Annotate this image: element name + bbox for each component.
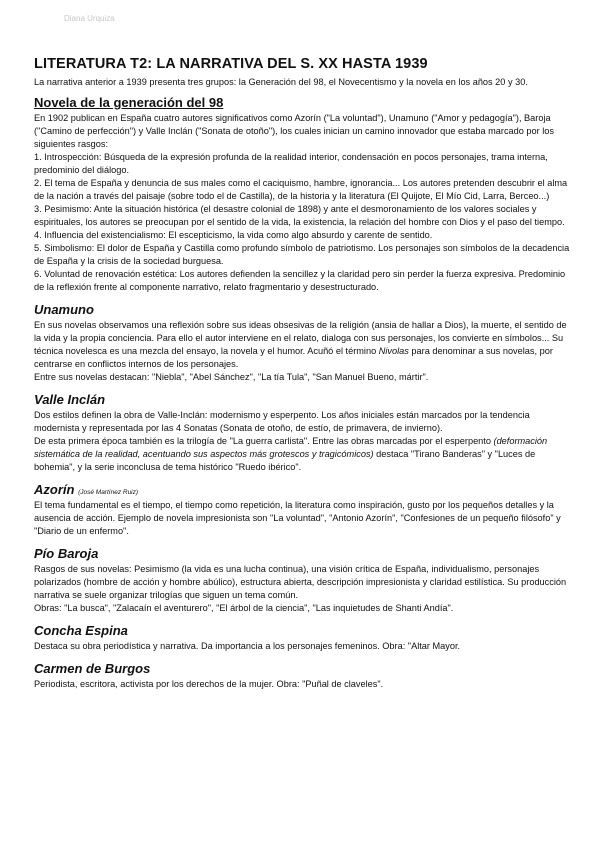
document-page xyxy=(34,56,574,691)
g98-item-6: 6. Voluntad de renovación estética: Los autores defienden la sencillez y la claridad pero sin perder la fuerza expresiva. Predominio de la reflexión frente al componente narrativo, relato fragmentario y desestructurado. xyxy=(34,269,566,292)
intro-paragraph: La narrativa anterior a 1939 presenta tres grupos: la Generación del 98, el Novecentismo y la novela en los años 20 y 30. xyxy=(34,77,528,87)
section-heading-azorin xyxy=(34,482,574,497)
esperpento-definition: (deformación sistemática de la realidad, acentuando sus aspectos más grotescos y tragicómicos) xyxy=(34,436,548,459)
page-title: LITERATURA T2: LA NARRATIVA DEL S. XX HASTA 1939 xyxy=(34,56,428,72)
section-heading-g98: Novela de la generación del 98 xyxy=(34,95,224,110)
valle-paragraph-2 xyxy=(34,435,574,474)
azorin-paragraph: El tema fundamental es el tiempo, el tiempo como repetición, la literatura como inspiración, gusto por los pequeños detalles y la ausencia de acción. Ejemplo de novela impresionista son "La voluntad", "Antonio Azorín", "Confesiones de un pequeño filósofo" y "Diario de un enfermo". xyxy=(34,500,561,536)
section-heading-unamuno: Unamuno xyxy=(34,302,94,317)
concha-paragraph: Destaca su obra periodística y narrativa. Da importancia a los personajes femeninos. Obra: "Altar Mayor. xyxy=(34,641,461,651)
unamuno-works: Entre sus novelas destacan: "Niebla", "Abel Sánchez", "La tía Tula", "San Manuel Bueno, mártir". xyxy=(34,372,429,382)
section-heading-carmen: Carmen de Burgos xyxy=(34,661,151,676)
g98-item-5: 5. Simbolismo: El dolor de España y Castilla como profundo símbolo de patriotismo. Los personajes son símbolos de la decadencia de España y la crisis de la sociedad burguesa. xyxy=(34,243,570,266)
valle-text-b: destaca "Tirano Banderas" y "Luces de bohemia", y la serie inconclusa de tema histórico "Ruedo ibérico". xyxy=(34,449,536,472)
watermark: Diana Urquiza xyxy=(64,14,115,23)
g98-intro: En 1902 publican en España cuatro autores significativos como Azorín ("La voluntad"), Unamuno ("Amor y pedagogía"), Baroja ("Camino de perfección") y Valle Inclán ("Sonata de otoño"), los cuales inician un camino innovador que estaba marcado por los siguientes rasgos: xyxy=(34,113,555,149)
section-heading-valle: Valle Inclán xyxy=(34,392,106,407)
unamuno-text-b: para denominar a sus novelas, por centrarse en conflictos internos de los personajes. xyxy=(34,346,553,369)
g98-item-3: 3. Pesimismo: Ante la situación histórica (el desastre colonial de 1898) y ante el desmoronamiento de los valores sociales y espirituales, los autores se preocupan por el sentido de la vida, la existencia, la relación del hombre con Dios y el paso del tiempo. xyxy=(34,204,565,227)
carmen-paragraph: Periodista, escritora, activista por los derechos de la mujer. Obra: "Puñal de claveles". xyxy=(34,679,384,689)
valle-paragraph-1: Dos estilos definen la obra de Valle-Inclán: modernismo y esperpento. Los años iniciales están marcados por la tendencia modernista y representada por las 4 Sonatas (Sonata de otoño, de estío, de primavera, de invierno). xyxy=(34,410,530,433)
section-heading-baroja: Pío Baroja xyxy=(34,546,99,561)
baroja-paragraph: Rasgos de sus novelas: Pesimismo (la vida es una lucha continua), una visión crítica de España, individualismo, personajes polarizados (hombre de acción y hombre abúlico), estructura abierta, descripción impresionista y claridad estilística. Su producción narrativa se suele organizar trilogías que siguen un tema común. xyxy=(34,564,567,600)
g98-item-1: 1. Introspección: Búsqueda de la expresión profunda de la realidad interior, condensación en pocos personajes, trama interna, predominio del diálogo. xyxy=(34,152,548,175)
unamuno-paragraph xyxy=(34,319,574,371)
section-heading-concha: Concha Espina xyxy=(34,623,128,638)
unamuno-text-a: En sus novelas observamos una reflexión sobre sus ideas obsesivas de la religión (ansia de hallar a Dios), la muerte, el sentido de la vida y la propia conciencia. Para ello el autor interviene en el relato, dialoga con sus personajes, los convierte en símbolos... Su técnica novelesca es una mezcla del ensayo, la novela y el humor. Acuñó el término xyxy=(34,320,567,356)
azorin-real-name: (José Martínez Ruiz) xyxy=(78,489,139,496)
valle-text-a: De esta primera época también es la trilogía de "La guerra carlista". Entre las obras marcadas por el esperpento xyxy=(34,436,494,446)
nivolas-term: Nivolas xyxy=(378,346,409,356)
azorin-name: Azorín xyxy=(34,482,75,497)
baroja-works: Obras: "La busca", "Zalacaín el aventurero", "El árbol de la ciencia", "Las inquietudes de Shanti Andía". xyxy=(34,603,454,613)
g98-item-4: 4. Influencia del existencialismo: El escepticismo, la vida como algo absurdo y carente de sentido. xyxy=(34,230,433,240)
g98-item-2: 2. El tema de España y denuncia de sus males como el caciquismo, hambre, ignorancia... Los autores pretenden descubrir el alma de la nación a través del paisaje (sobre todo el de Castilla), de la historia y la literatura (El Quijote, El Mío Cid, Larra, Berceo...) xyxy=(34,178,568,201)
